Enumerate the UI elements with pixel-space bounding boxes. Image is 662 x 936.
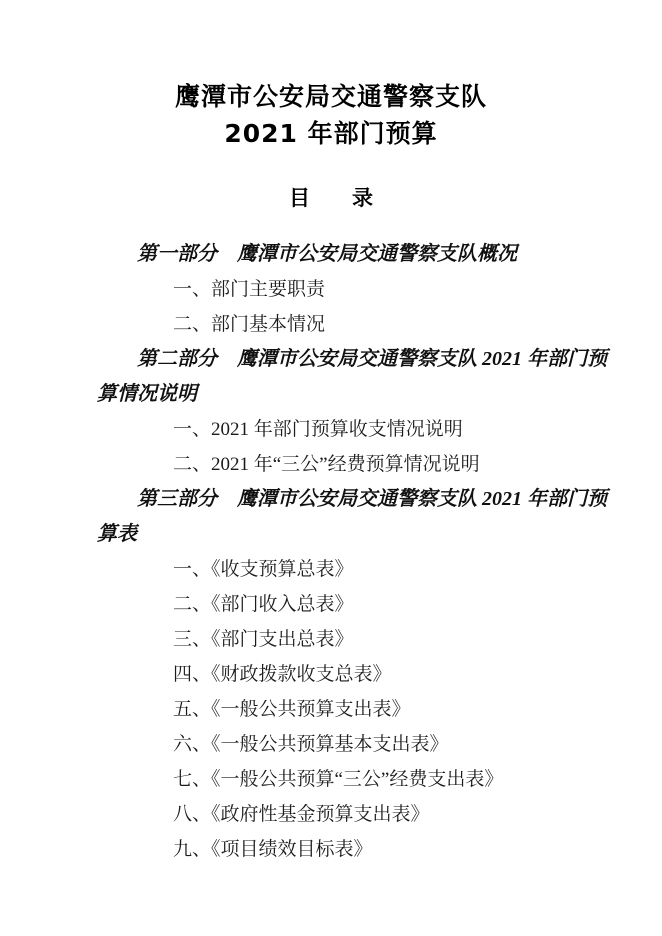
document-title-line1: 鹰潭市公安局交通警察支队 [174, 82, 487, 111]
toc-item-part3-9: 九、《项目绩效目标表》 [173, 839, 373, 860]
toc-part1-heading: 第一部分 鹰潭市公安局交通警察支队概况 [137, 243, 517, 265]
toc-part2-heading-line2: 算情况说明 [97, 383, 197, 405]
document-title [0, 0, 662, 152]
toc-list [0, 237, 662, 867]
toc-item-part3-5: 五、《一般公共预算支出表》 [173, 699, 411, 720]
toc-item-part2-2: 二、2021 年“三公”经费预算情况说明 [173, 454, 480, 475]
toc-item-part3-6: 六、《一般公共预算基本支出表》 [173, 734, 449, 755]
toc-item-part1-1: 一、部门主要职责 [173, 279, 326, 300]
toc-item-part3-7: 七、《一般公共预算“三公”经费支出表》 [173, 769, 504, 790]
document-title-line2: 2021 年部门预算 [224, 119, 438, 148]
toc-part2-heading-line1: 第二部分 鹰潭市公安局交通警察支队 2021 年部门预 [137, 348, 607, 370]
toc-heading: 目 录 [289, 186, 373, 210]
toc-item-part3-4: 四、《财政拨款收支总表》 [173, 664, 392, 685]
toc-item-part3-1: 一、《收支预算总表》 [173, 559, 354, 580]
toc-item-part1-2: 二、部门基本情况 [173, 314, 326, 335]
toc-item-part3-3: 三、《部门支出总表》 [173, 629, 354, 650]
toc-part3-heading-line1: 第三部分 鹰潭市公安局交通警察支队 2021 年部门预 [137, 488, 607, 510]
toc-item-part3-2: 二、《部门收入总表》 [173, 594, 354, 615]
toc-item-part3-8: 八、《政府性基金预算支出表》 [173, 804, 430, 825]
toc-item-part2-1: 一、2021 年部门预算收支情况说明 [173, 419, 463, 440]
toc-part3-heading-line2: 算表 [97, 523, 137, 545]
